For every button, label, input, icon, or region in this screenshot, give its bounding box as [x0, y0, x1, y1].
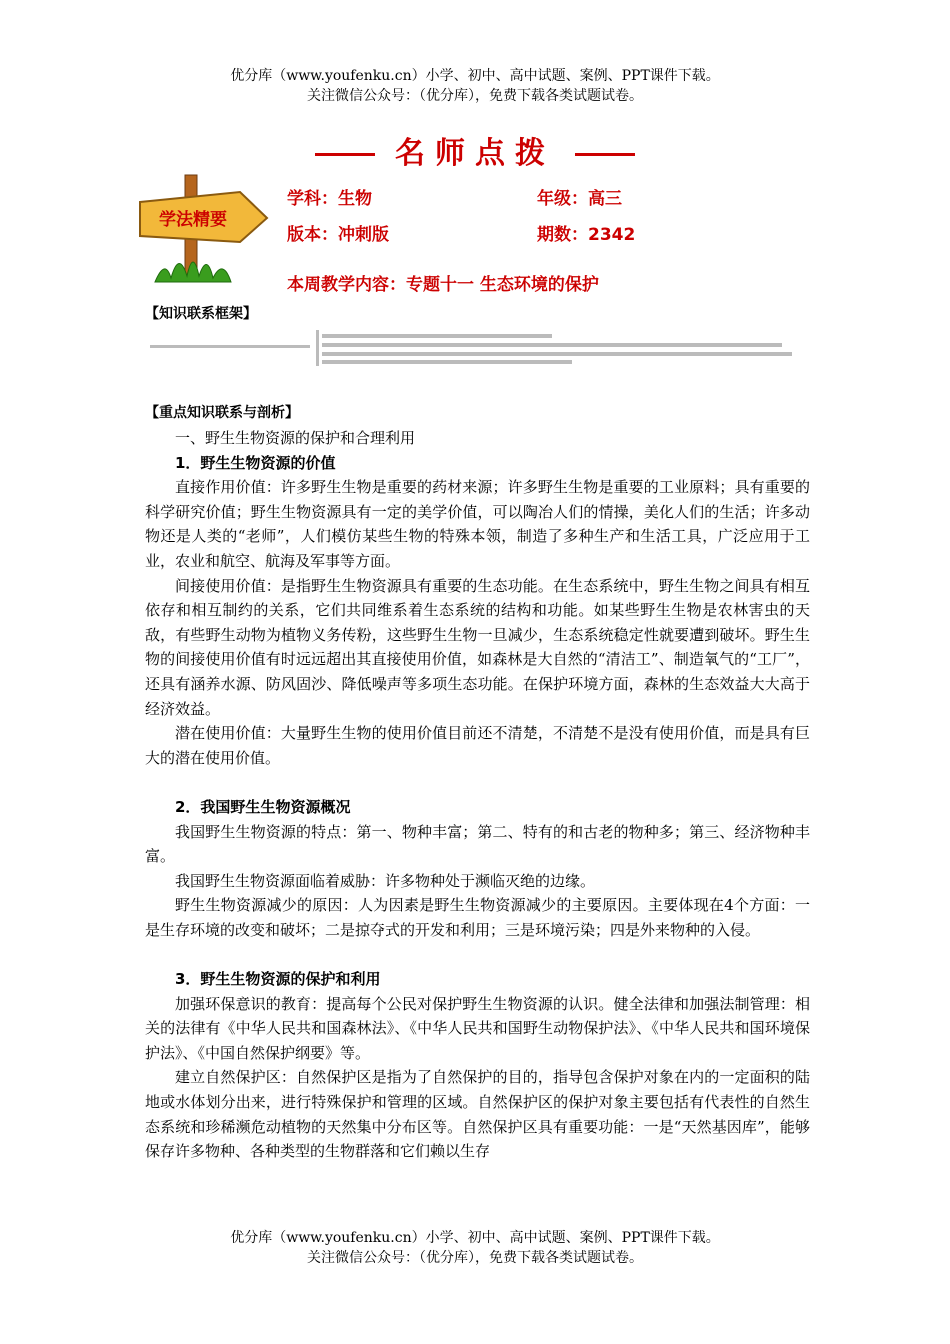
paragraph-nature-reserve: 建立自然保护区：自然保护区是指为了自然保护的目的，指导包含保护对象在内的一定面积的陆地或水体划分出来，进行特殊保护和管理的区域。自然保护区的保护对象主要包括有代表性的自然生态系统和珍稀濒危动植物的天然集中分布区等。自然保护区具有重要功能：一是“天然基因库”，能够保存许多物种、各种类型的生物群落和它们赖以生存 [145, 1068, 810, 1161]
paragraph-features: 我国野生生物资源的特点：第一、物种丰富；第二、特有的和古老的物种多；第三、经济物种丰富。 [145, 822, 810, 866]
edition-label: 版本：冲刺版 [287, 225, 389, 245]
footer-line-2: 关注微信公众号：（优分库），免费下载各类试题试卷。 [307, 1250, 643, 1266]
page-footer [0, 1228, 950, 1268]
subheading-1: 1．野生生物资源的价值 [175, 453, 336, 472]
teaching-content: 本周教学内容：专题十一 生态环境的保护 [287, 275, 599, 295]
sign-text: 学法精要 [159, 210, 227, 230]
subheading-2: 2．我国野生生物资源概况 [175, 797, 351, 816]
title-dash-left [315, 153, 375, 156]
paragraph-potential-value: 潜在使用价值：大量野生生物的使用价值目前还不清楚，不清楚不是没有使用价值，而是具有巨大的潜在使用价值。 [145, 724, 810, 767]
page-header [0, 66, 950, 106]
grade-label: 年级：高三 [537, 189, 622, 209]
header-line-2: 关注微信公众号：（优分库），免费下载各类试题试卷。 [307, 88, 643, 104]
part-heading: 一、野生生物资源的保护和合理利用 [175, 429, 416, 447]
subject-label: 学科：生物 [287, 189, 372, 209]
title-dash-right [575, 153, 635, 156]
paragraph-causes: 野生生物资源减少的原因：人为因素是野生生物资源减少的主要原因。主要体现在4个方面：一是生存环境的改变和破坏；二是掠夺式的开发和利用；三是环境污染；四是外来物种的入侵。 [145, 896, 810, 939]
issue-label: 期数：2342 [537, 225, 636, 245]
footer-line-1: 优分库（www.youfenku.cn）小学、初中、高中试题、案例、PPT课件下载。 [230, 1230, 720, 1246]
subheading-3: 3．野生生物资源的保护和利用 [175, 970, 381, 989]
framework-heading: 【知识联系框架】 [145, 306, 257, 322]
banner-title: 名师点拨 [395, 136, 555, 171]
signpost-illustration [135, 170, 270, 295]
paragraph-threats: 我国野生生物资源面临着威胁：许多物种处于濒临灭绝的边缘。 [175, 871, 596, 890]
main-content [145, 426, 810, 1164]
paragraph-direct-value: 直接作用价值：许多野生生物是重要的药材来源；许多野生生物是重要的工业原料；具有重要的科学研究价值；野生生物资源具有一定的美学价值，可以陶冶人们的情操，美化人们的生活；许多动物还是人类的“老师”，人们模仿某些生物的特殊本领，制造了多种生产和生活工具，广泛应用于工业，农业和航空、航海及军事等方面。 [145, 478, 810, 570]
title-banner [0, 128, 950, 172]
header-line-1: 优分库（www.youfenku.cn）小学、初中、高中试题、案例、PPT课件下载。 [230, 68, 720, 84]
paragraph-education-law: 加强环保意识的教育：提高每个公民对保护野生生物资源的认识。健全法律和加强法制管理：相关的法律有《中华人民共和国森林法》、《中华人民共和国野生动物保护法》、《中华人民共和国环境保护法》、《中国自然保护纲要》等。 [145, 994, 810, 1062]
paragraph-indirect-value: 间接使用价值：是指野生生物资源具有重要的生态功能。在生态系统中，野生生物之间具有相互依存和相互制约的关系，它们共同维系着生态系统的结构和功能。如某些野生生物是农林害虫的天敌，有些野生动物为植物义务传粉，这些野生生物一旦减少，生态系统稳定性就要遭到破坏。野生生物的间接使用价值有时远远超出其直接使用价值，如森林是大自然的“清洁工”、制造氧气的“工厂”，还具有涵养水源、防风固沙、降低噪声等多项生态功能。在保护环境方面，森林的生态效益大大高于经济效益。 [145, 576, 810, 718]
key-points-heading: 【重点知识联系与剖析】 [145, 405, 299, 421]
